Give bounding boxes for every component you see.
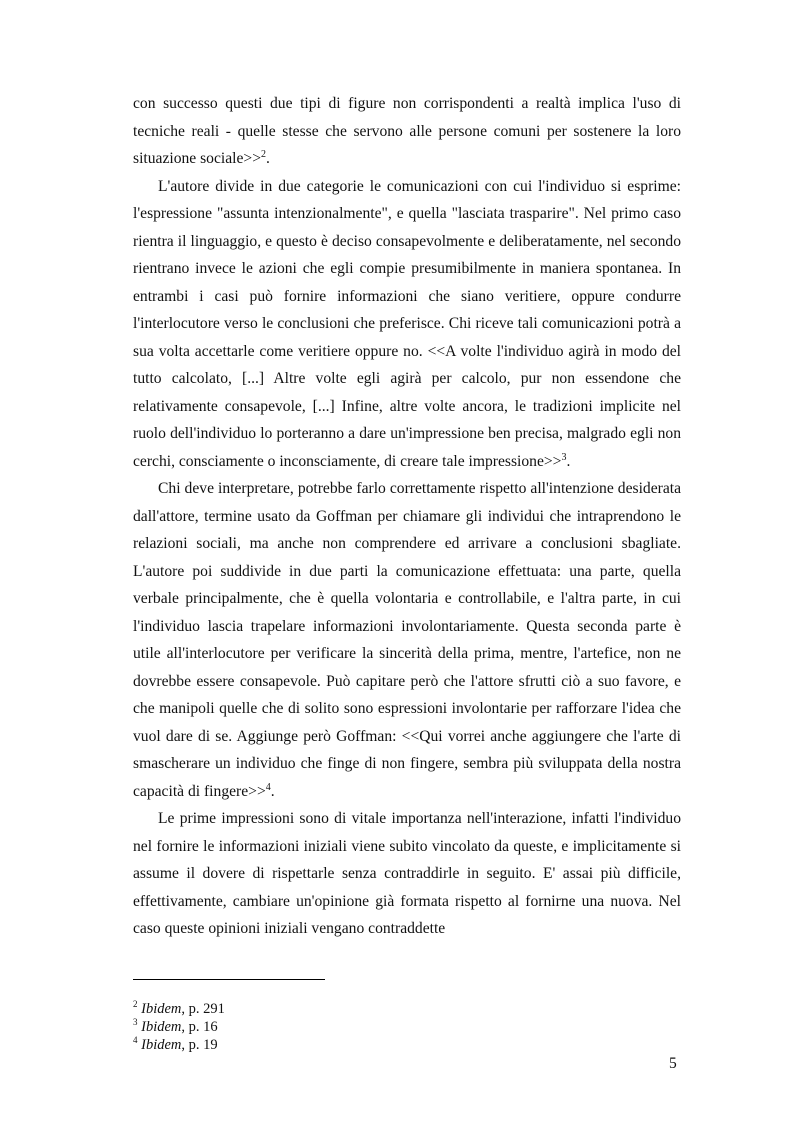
paragraph-3-text: Chi deve interpretare, potrebbe farlo correttamente rispetto all'intenzione desiderata dall'attore, termine usato da Goffman per chiamare gli individui che intraprendono le relazioni sociali, ma anche non comprendere ed arrivare a conclusioni sbagliate. L'autore poi suddivide in due parti la comunicazione effettuata: una parte, quella verbale principalmente, che è quella volontaria e controllabile, e l'altra parte, in cui l'individuo lascia trapelare informazioni involontariamente. Questa seconda parte è utile all'interlocutore per verificare la sincerità della prima, mentre, l'artefice, non ne dovrebbe essere consapevole. Può capitare però che l'attore sfrutti ciò a suo favore, e che manipoli quelle che di solito sono espressioni involontarie per rafforzare l'idea che vuol dare di se. Aggiunge però Goffman: <<Qui vorrei anche aggiungere che l'arte di smascherare un individuo che finge di non fingere, sembra più sviluppata della nostra capacità di fingere>> xyxy=(133,480,681,800)
footnote-number: 4 xyxy=(133,1035,138,1046)
paragraph-3 xyxy=(133,475,681,805)
paragraph-1-text: con successo questi due tipi di figure non corrispondenti a realtà implica l'uso di tecniche reali - quelle stesse che servono alle persone comuni per sostenere la loro situazione sociale>> xyxy=(133,95,681,167)
footnote-number: 2 xyxy=(133,999,138,1010)
footnote-divider xyxy=(133,979,325,980)
footnote-page: , p. 19 xyxy=(181,1037,218,1053)
paragraph-1 xyxy=(133,90,681,173)
footnote-source: Ibidem xyxy=(141,1001,182,1017)
paragraph-2-tail: . xyxy=(566,452,571,470)
footnote-4 xyxy=(133,1036,681,1054)
footnote-2 xyxy=(133,1000,681,1018)
paragraph-2 xyxy=(133,173,681,476)
page-number: 5 xyxy=(669,1055,677,1072)
paragraph-4 xyxy=(133,805,681,943)
footnote-page: , p. 291 xyxy=(181,1001,225,1017)
footnote-source: Ibidem xyxy=(141,1019,182,1035)
paragraph-2-text: L'autore divide in due categorie le comunicazioni con cui l'individuo si esprime: l'espressione "assunta intenzionalmente", e quella "lasciata trasparire". Nel primo caso rientra il linguaggio, e questo è deciso consapevolmente e deliberatamente, nel secondo rientrano invece le azioni che egli compie presumibilmente in maniera spontanea. In entrambi i casi può fornire informazioni che siano veritiere, oppure condurre l'interlocutore verso le conclusioni che preferisce. Chi riceve tali comunicazioni potrà a sua volta accettarle come veritiere oppure no. <<A volte l'individuo agirà in modo del tutto calcolato, [...] Altre volte egli agirà per calcolo, pur non essendone che relativamente consapevole, [...] Infine, altre volte ancora, le tradizioni implicite nel ruolo dell'individuo lo porteranno a dare un'impressione ben precisa, malgrado egli non cerchi, consciamente o inconsciamente, di creare tale impressione>> xyxy=(133,177,681,470)
footnote-number: 3 xyxy=(133,1017,138,1028)
footnotes xyxy=(133,1000,681,1054)
paragraph-1-tail: . xyxy=(266,150,270,167)
footnote-ref-3: 3 xyxy=(561,451,567,463)
paragraph-4-text: Le prime impressioni sono di vitale importanza nell'interazione, infatti l'individuo nel fornire le informazioni iniziali viene subito vincolato da queste, e implicitamente si assume il dovere di rispettarle senza contraddirle in seguito. E' assai più difficile, effettivamente, cambiare un'opinione già formata rispetto al fornirne una nuova. Nel caso queste opinioni iniziali vengano contraddette xyxy=(133,810,681,937)
footnote-ref-4: 4 xyxy=(265,781,271,793)
footnote-page: , p. 16 xyxy=(181,1019,218,1035)
footnote-ref-2: 2 xyxy=(261,148,267,160)
footnote-3 xyxy=(133,1018,681,1036)
footnote-source: Ibidem xyxy=(141,1037,182,1053)
page-body xyxy=(133,90,681,943)
paragraph-3-tail: . xyxy=(270,782,275,800)
